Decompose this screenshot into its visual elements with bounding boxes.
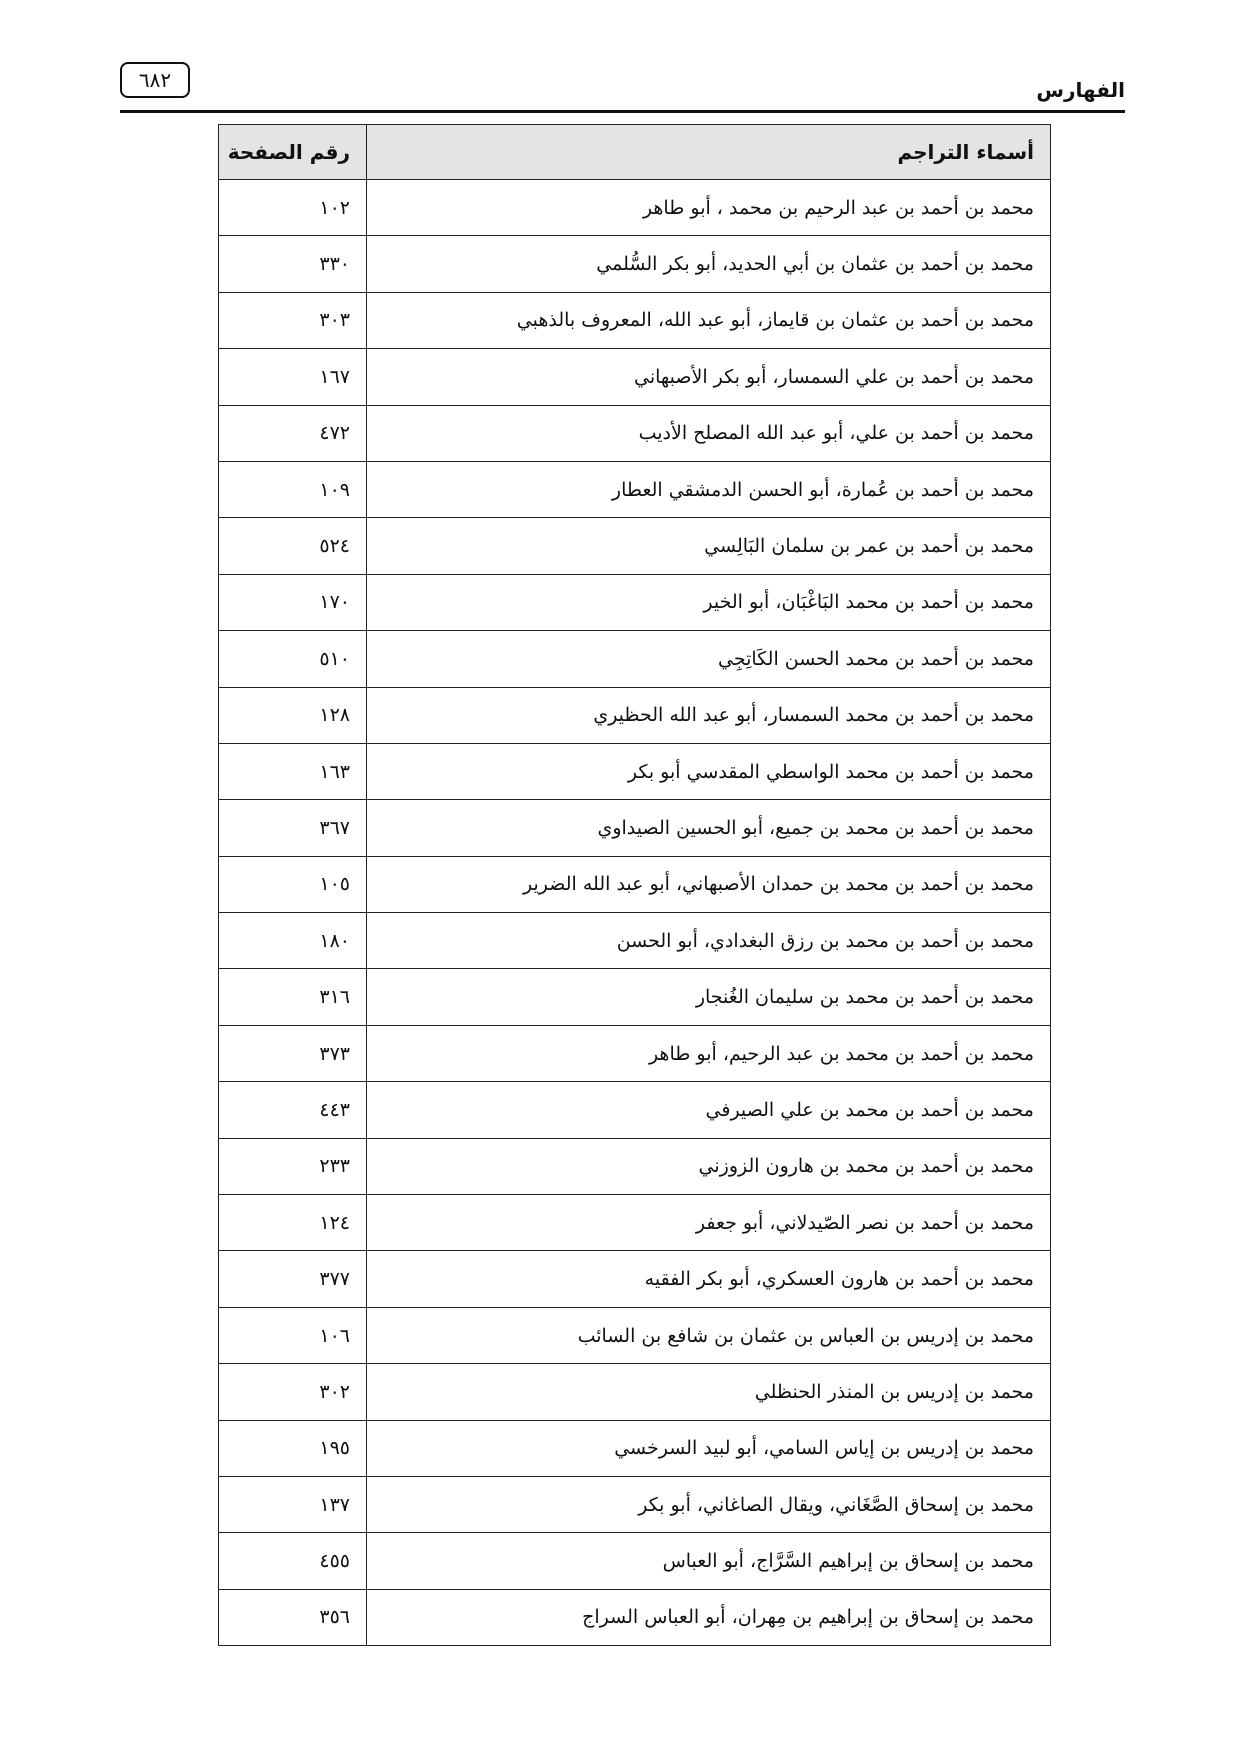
table-row <box>219 405 1051 461</box>
page-number-cell: ٣١٦ <box>219 969 367 1025</box>
biography-name-cell: محمد بن أحمد بن محمد بن حمدان الأصبهاني، أبو عبد الله الضرير <box>367 856 1051 912</box>
table-row <box>219 1251 1051 1307</box>
table-row <box>219 1589 1051 1645</box>
table-row <box>219 856 1051 912</box>
biography-name-cell: محمد بن أحمد بن علي، أبو عبد الله المصلح الأديب <box>367 405 1051 461</box>
biography-name-cell: محمد بن أحمد بن محمد بن عبد الرحيم، أبو طاهر <box>367 1025 1051 1081</box>
table-row <box>219 461 1051 517</box>
page-number-cell: ١٠٢ <box>219 180 367 236</box>
biography-name-cell: محمد بن أحمد بن محمد بن هارون الزوزني <box>367 1138 1051 1194</box>
page-number-cell: ٥١٠ <box>219 631 367 687</box>
table-row <box>219 349 1051 405</box>
page-number-cell: ٢٣٣ <box>219 1138 367 1194</box>
section-title: الفهارس <box>1036 78 1125 102</box>
table-body <box>219 180 1051 1646</box>
biography-name-cell: محمد بن أحمد بن محمد بن رزق البغدادي، أبو الحسن <box>367 913 1051 969</box>
biographies-index-table <box>218 124 1051 1646</box>
biography-name-cell: محمد بن أحمد بن محمد بن جميع، أبو الحسين الصيداوي <box>367 800 1051 856</box>
table-row <box>219 687 1051 743</box>
table-row <box>219 743 1051 799</box>
page-number-cell: ١٠٥ <box>219 856 367 912</box>
table-row <box>219 1195 1051 1251</box>
biography-name-cell: محمد بن أحمد بن محمد البَاغْبَان، أبو الخير <box>367 574 1051 630</box>
biography-name-cell: محمد بن أحمد بن محمد السمسار، أبو عبد الله الحظيري <box>367 687 1051 743</box>
table-row <box>219 180 1051 236</box>
biography-name-cell: محمد بن أحمد بن محمد بن سليمان الغُنجار <box>367 969 1051 1025</box>
page-number-cell: ١٠٦ <box>219 1307 367 1363</box>
page-number-cell: ١٦٧ <box>219 349 367 405</box>
page-number-cell: ١٣٧ <box>219 1476 367 1532</box>
biography-name-cell: محمد بن أحمد بن محمد بن علي الصيرفي <box>367 1082 1051 1138</box>
page-number-cell: ٣٥٦ <box>219 1589 367 1645</box>
biography-name-cell: محمد بن أحمد بن عبد الرحيم بن محمد ، أبو طاهر <box>367 180 1051 236</box>
table-row <box>219 518 1051 574</box>
table-row <box>219 800 1051 856</box>
page-number-cell: ٣٣٠ <box>219 236 367 292</box>
biography-name-cell: محمد بن إدريس بن المنذر الحنظلي <box>367 1364 1051 1420</box>
page-number-cell: ٤٥٥ <box>219 1533 367 1589</box>
biography-name-cell: محمد بن أحمد بن عمر بن سلمان البَالِسي <box>367 518 1051 574</box>
biography-name-cell: محمد بن إسحاق بن إبراهيم السَّرَّاج، أبو العباس <box>367 1533 1051 1589</box>
table-row <box>219 1364 1051 1420</box>
table-row <box>219 1476 1051 1532</box>
column-header-names: أسماء التراجم <box>367 125 1051 180</box>
biography-name-cell: محمد بن أحمد بن عثمان بن أبي الحديد، أبو بكر السُّلمي <box>367 236 1051 292</box>
biography-name-cell: محمد بن إدريس بن العباس بن عثمان بن شافع بن السائب <box>367 1307 1051 1363</box>
table-row <box>219 1082 1051 1138</box>
page-number-cell: ٣٠٣ <box>219 292 367 348</box>
page-number-cell: ٣٠٢ <box>219 1364 367 1420</box>
biography-name-cell: محمد بن أحمد بن نصر الصّيدلاني، أبو جعفر <box>367 1195 1051 1251</box>
page-number-cell: ٤٤٣ <box>219 1082 367 1138</box>
page-number-cell: ١٢٨ <box>219 687 367 743</box>
table-header-row <box>219 125 1051 180</box>
table-row <box>219 1533 1051 1589</box>
page-number-cell: ١٦٣ <box>219 743 367 799</box>
page-number-cell: ٣٧٣ <box>219 1025 367 1081</box>
page-number-cell: ٣٧٧ <box>219 1251 367 1307</box>
biography-name-cell: محمد بن أحمد بن عُمارة، أبو الحسن الدمشقي العطار <box>367 461 1051 517</box>
biography-name-cell: محمد بن أحمد بن عثمان بن قايماز، أبو عبد الله، المعروف بالذهبي <box>367 292 1051 348</box>
header-rule <box>120 110 1125 113</box>
table-row <box>219 1307 1051 1363</box>
column-header-page-number: رقم الصفحة <box>219 125 367 180</box>
page-number-cell: ١٨٠ <box>219 913 367 969</box>
page-number-cell: ١٧٠ <box>219 574 367 630</box>
table-row <box>219 236 1051 292</box>
table-row <box>219 969 1051 1025</box>
table-row <box>219 1420 1051 1476</box>
biography-name-cell: محمد بن إسحاق بن إبراهيم بن مِهران، أبو العباس السراج <box>367 1589 1051 1645</box>
biography-name-cell: محمد بن أحمد بن هارون العسكري، أبو بكر الفقيه <box>367 1251 1051 1307</box>
table-row <box>219 574 1051 630</box>
page-number-cell: ١٩٥ <box>219 1420 367 1476</box>
page-number-cell: ٤٧٢ <box>219 405 367 461</box>
page-number-cell: ١٢٤ <box>219 1195 367 1251</box>
table-row <box>219 292 1051 348</box>
biography-name-cell: محمد بن أحمد بن محمد الحسن الكَاتِجِي <box>367 631 1051 687</box>
table-row <box>219 913 1051 969</box>
table-row <box>219 631 1051 687</box>
biography-name-cell: محمد بن أحمد بن محمد الواسطي المقدسي أبو بكر <box>367 743 1051 799</box>
page-number-cell: ٣٦٧ <box>219 800 367 856</box>
biography-name-cell: محمد بن أحمد بن علي السمسار، أبو بكر الأصبهاني <box>367 349 1051 405</box>
biography-name-cell: محمد بن إدريس بن إياس السامي، أبو لبيد السرخسي <box>367 1420 1051 1476</box>
table-row <box>219 1025 1051 1081</box>
page-number-cell: ١٠٩ <box>219 461 367 517</box>
biography-name-cell: محمد بن إسحاق الصَّغَاني، ويقال الصاغاني، أبو بكر <box>367 1476 1051 1532</box>
page-number: ٦٨٢ <box>120 62 190 98</box>
table-row <box>219 1138 1051 1194</box>
page-number-cell: ٥٢٤ <box>219 518 367 574</box>
running-header <box>120 60 1125 112</box>
